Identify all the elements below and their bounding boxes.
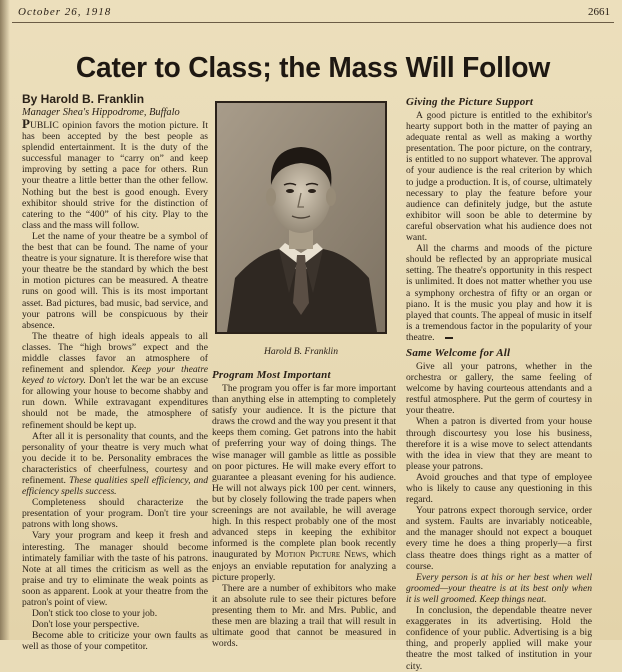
paragraph: A good picture is entitled to the exhibitor's hearty support both in the matter of paying an adequate rental as well as making a worthy presentation. The poor picture, on the contrary, is entitled to no support whatever. The approval of your audience is the real criterion by which to judge a production. It is, of course, ultimately necessary to play the feature before your audience can definitely judge, but the astute exhibitor will soon be able to determine by careful observation what his audience does not want. (406, 110, 592, 244)
author-affiliation: Manager Shea's Hippodrome, Buffalo (22, 107, 180, 118)
issue-date: October 26, 1918 (18, 6, 112, 18)
paragraph (22, 118, 208, 231)
paragraph: Become able to criticize your own faults as well as those of your competitor. (22, 630, 208, 653)
section-heading: Same Welcome for All (406, 346, 511, 359)
paragraph (22, 431, 208, 498)
emphasis-text: Keep your theatre keyed to victory. (22, 364, 208, 387)
paragraph-text: After all it is personality that counts, and the personality of your theatre is very much what you decide it to be. Personality embraces the characteristics of cheerfulness, courtesy and refinement. (22, 430, 208, 486)
paragraph: Vary your program and keep it fresh and interesting. The manager should become intimately familiar with the taste of his patrons. Note at all times the criticism as well as the praise and try to eliminate the weak points as soon as apparent. Look at your theatre from the patron's point of view. (22, 530, 208, 609)
paragraph: When a patron is diverted from your house through discourtesy you lose his business, therefore it is a wise move to select attendants with the idea in view that they are meant to please your patrons. (406, 416, 592, 472)
paragraph-text: All the charms and moods of the picture should be reflected by an appropriate musical setting. The theatre's opportunity in this respect is unlimited. It does not matter whether you use a symphony orchestra of fifty or an organ or piano. It is the music you play and how it is played that counts. The appeal of music in itself is a tremendous factor in the popularity of your theatre. (406, 243, 592, 343)
page-number: 2661 (588, 6, 610, 18)
paragraph-text: The theatre of high ideals appeals to all classes. The “high brows” expect and the middle classes favor an atmosphere of refinement and splendor. (22, 330, 208, 376)
paragraph: Don't lose your perspective. (32, 619, 140, 631)
photo-caption: Harold B. Franklin (264, 346, 338, 357)
separator-dash (445, 337, 453, 339)
paragraph: Let the name of your theatre be a symbol of the best that can be found. The name of your theatre is your signature. It is therefore wise that your theatre be the standard by which the best in motion pictures can be measured. A theatre runs on good will. This is its most important asset. Bad pictures, bad music, bad service, and your patrons will be conspicuous by their absence. (22, 230, 208, 331)
paragraph: Every person is at his or her best when well groomed—your theatre is at its best only when it is well groomed. Keep things neat. (406, 571, 592, 605)
paragraph: Completeness should characterize the presentation of your program. Don't tire your patrons with long shows. (22, 497, 208, 531)
page-binding-shadow (0, 0, 10, 640)
paragraph-text: The program you offer is far more important than anything else in attempting to completely satisfy your audience. It is the picture that draws the crowd and the way you present it that keeps them coming. Get patrons into the habit of preferring your way of doing things. The wise manager will gamble as little as possible on poor pictures. He will make every effort to guarantee a pleasant evening for his audience. He will not always pick 100 per cent. winners, but by closely following the trade papers when screenings are not available, he will average high. In this respect probably one of the most advanced steps in keeping the exhibitor informed is the complete plan book recently inaugurated by (212, 383, 396, 561)
column-middle (212, 368, 396, 649)
paragraph: There are a number of exhibitors who make it an absolute rule to see their pictures before presenting them to Mr. and Mrs. Public, and these men are blazing a trail that will result in ultimate good that cannot be measured in words. (212, 582, 396, 650)
column-left (22, 92, 208, 653)
author-portrait-photo (215, 101, 387, 334)
paragraph (22, 331, 208, 431)
paragraph-text: Don't let the war be an excuse for allowing your house to become shabby and run down. While extravagant expenditures should not be made, the atmosphere of refinement should be kept up. (22, 375, 209, 431)
paragraph: Don't stick too close to your job. (32, 608, 158, 620)
paragraph: Avoid grouches and that type of employee who is likely to cause any questioning in this regard. (406, 471, 592, 506)
publication-name: Motion Picture News, (275, 549, 369, 561)
paragraph (212, 383, 396, 583)
emphasis-text: These qualities spell efficiency, and efficiency spells success. (22, 475, 208, 498)
paragraph: Your patrons expect thorough service, order and system. Faults are invariably noticeable, and the manager should not expect a bouquet every time he does a thing properly—a first class theatre does things right as a matter of course. (406, 505, 592, 572)
section-heading: Program Most Important (212, 369, 331, 381)
paragraph (406, 243, 592, 343)
paragraph: In conclusion, the dependable theatre never exaggerates in its advertising. Hold the confidence of your public. Advertising is a big thing, and properly applied will make your theatre the most talked of institution in your city. (406, 605, 592, 672)
article-headline: Cater to Class; the Mass Will Follow (75, 52, 551, 84)
drop-cap: P (22, 116, 30, 131)
running-header (18, 6, 610, 18)
portrait-illustration (217, 103, 385, 332)
column-right (406, 95, 592, 672)
paragraph-text: which enjoys an enviable reputation for analyzing a picture properly. (212, 549, 396, 583)
section-heading: Giving the Picture Support (406, 96, 534, 108)
byline: By Harold B. Franklin (22, 92, 145, 106)
header-rule (12, 22, 614, 23)
paragraph-text: UBLIC opinion favors the motion picture. It has been accepted by the best people as splendid entertainment. It is the duty of the successful manager to “carry on” and keep improving by setting a pace for others. Run your theatre a little better than the other fellow. Nothing but the best is good enough. Every exhibitor should strive for the distinction of catering to the “400” of his city. Play to the class and the mass will follow. (22, 120, 208, 231)
paragraph: Give all your patrons, whether in the orchestra or gallery, the same feeling of welcome by having courteous attendants and a restful atmosphere. Put the germ of courtesy in your theatre. (406, 360, 592, 417)
